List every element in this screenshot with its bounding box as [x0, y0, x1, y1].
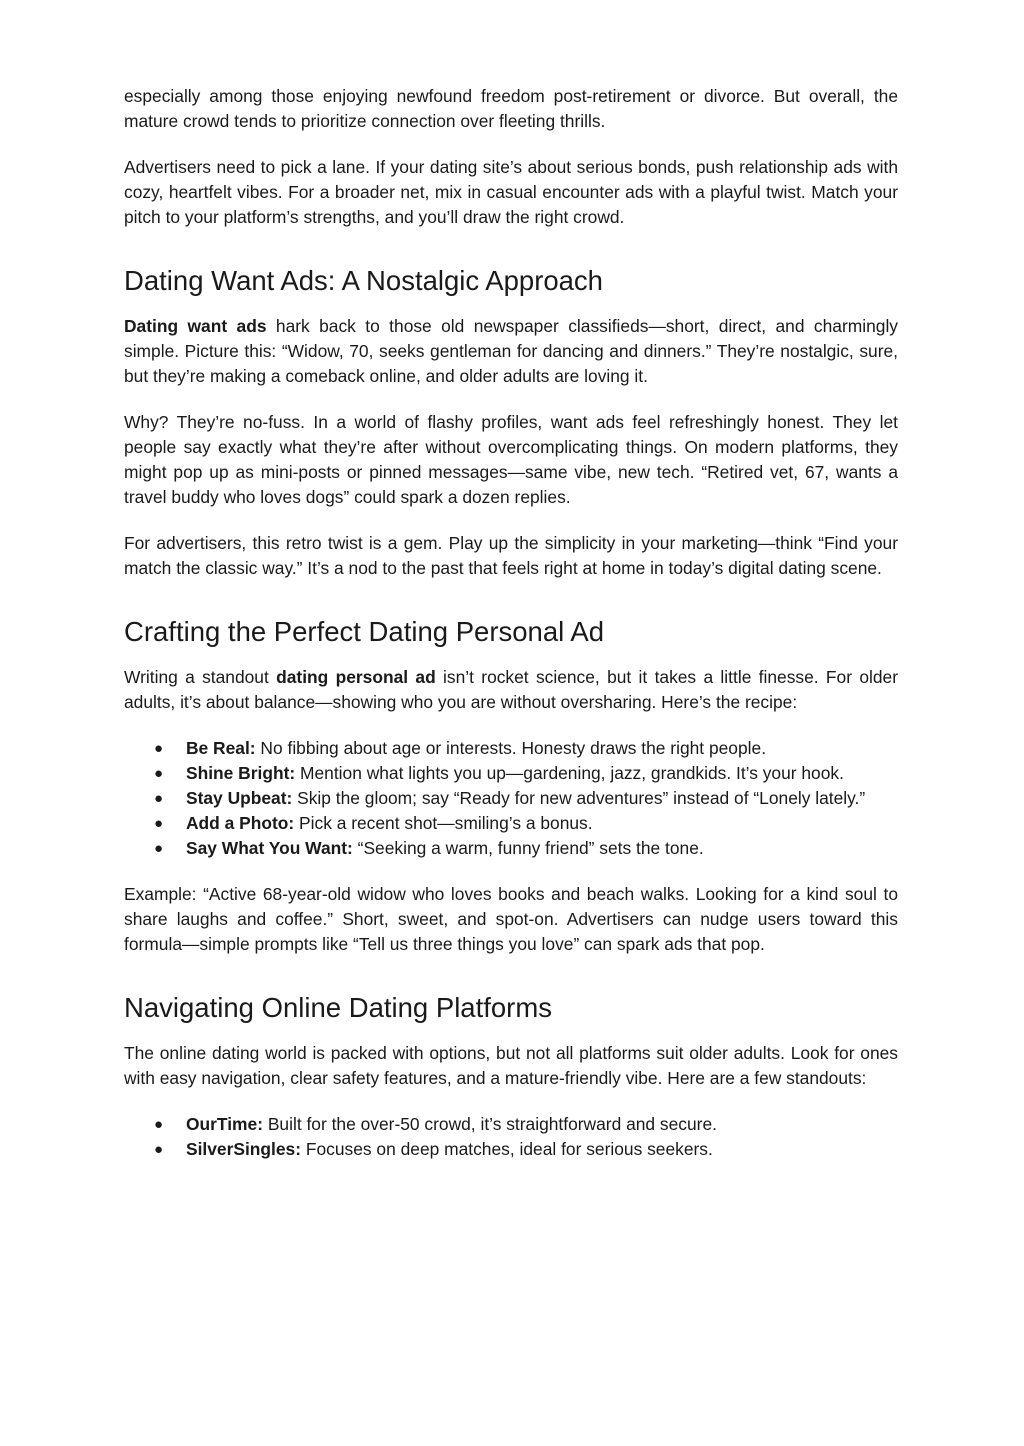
platform-name: OurTime: — [186, 1114, 263, 1134]
tip-title: Shine Bright: — [186, 763, 296, 783]
want-ads-paragraph-2: Why? They’re no-fuss. In a world of flashy profiles, want ads feel refreshingly honest. They let people say exactly what they’re after without overcomplicating things. On modern platforms, they might pop up as mini-posts or pinned messages—same vibe, new tech. “Retired vet, 67, wants a travel buddy who loves dogs” could spark a dozen replies. — [124, 412, 898, 507]
tip-title: Say What You Want: — [186, 838, 353, 858]
personal-ad-example: Example: “Active 68-year-old widow who loves books and beach walks. Looking for a kind soul to share laughs and coffee.” Short, sweet, and spot-on. Advertisers can nudge users toward this formula—simple prompts like “Tell us three things you love” can spark ads that pop. — [124, 884, 898, 954]
tip-text: Skip the gloom; say “Ready for new adventures” instead of “Lonely lately.” — [292, 788, 866, 808]
bullet-icon: ● — [154, 815, 164, 832]
platform-text: Focuses on deep matches, ideal for serious seekers. — [301, 1139, 713, 1159]
personal-ad-paragraph-1 — [124, 665, 898, 715]
list-item — [124, 1112, 898, 1137]
tip-text: “Seeking a warm, funny friend” sets the tone. — [352, 838, 704, 858]
want-ads-paragraph-1-text: hark back to those old newspaper classifieds—short, direct, and charmingly simple. Picture this: “Widow, 70, seeks gentleman for dancing and dinners.” They’re nostalgic, sure, but they’re making a comeback online, and older adults are loving it. — [124, 316, 898, 386]
bullet-icon: ● — [154, 840, 164, 857]
heading-personal-ad: Crafting the Perfect Dating Personal Ad — [124, 616, 604, 647]
tip-title: Be Real: — [186, 738, 256, 758]
tip-title: Stay Upbeat: — [186, 788, 293, 808]
platforms-list — [124, 1112, 898, 1162]
heading-platforms: Navigating Online Dating Platforms — [124, 992, 552, 1023]
list-item — [124, 786, 898, 811]
platform-name: SilverSingles: — [186, 1139, 302, 1159]
platforms-paragraph-1: The online dating world is packed with options, but not all platforms suit older adults. Look for ones with easy navigation, clear safety features, and a mature-friendly vibe. Here are a few standouts: — [124, 1043, 898, 1088]
bullet-icon: ● — [154, 790, 164, 807]
tip-text: No fibbing about age or interests. Honesty draws the right people. — [255, 738, 767, 758]
personal-ad-intro-text: Writing a standout — [124, 667, 277, 687]
bullet-icon: ● — [154, 1116, 164, 1133]
bullet-icon: ● — [154, 765, 164, 782]
bullet-icon: ● — [154, 1141, 164, 1158]
personal-ad-term: dating personal ad — [276, 667, 436, 687]
tip-text: Mention what lights you up—gardening, jazz, grandkids. It’s your hook. — [295, 763, 844, 783]
tips-list — [124, 736, 898, 861]
platform-text: Built for the over-50 crowd, it’s straightforward and secure. — [262, 1114, 717, 1134]
list-item — [124, 761, 898, 786]
document-page — [124, 84, 898, 1162]
want-ads-paragraph-3: For advertisers, this retro twist is a gem. Play up the simplicity in your marketing—think “Find your match the classic way.” It’s a nod to the past that feels right at home in today’s digital dating scene. — [124, 533, 898, 578]
want-ads-term: Dating want ads — [124, 316, 267, 336]
bullet-icon: ● — [154, 740, 164, 757]
personal-ad-intro-rest: isn’t rocket science, but it takes a little finesse. For older adults, it’s about balance—showing who you are without oversharing. Here’s the recipe: — [124, 667, 898, 712]
tip-text: Pick a recent shot—smiling’s a bonus. — [294, 813, 593, 833]
want-ads-paragraph-1 — [124, 314, 898, 389]
heading-want-ads: Dating Want Ads: A Nostalgic Approach — [124, 265, 603, 296]
list-item — [124, 836, 898, 861]
list-item — [124, 1137, 898, 1162]
list-item — [124, 811, 898, 836]
list-item — [124, 736, 898, 761]
tip-title: Add a Photo: — [186, 813, 295, 833]
intro-paragraph-2: Advertisers need to pick a lane. If your dating site’s about serious bonds, push relationship ads with cozy, heartfelt vibes. For a broader net, mix in casual encounter ads with a playful twist. Match your pitch to your platform’s strengths, and you’ll draw the right crowd. — [124, 157, 898, 227]
intro-paragraph-1: especially among those enjoying newfound freedom post-retirement or divorce. But overall, the mature crowd tends to prioritize connection over fleeting thrills. — [124, 86, 898, 131]
